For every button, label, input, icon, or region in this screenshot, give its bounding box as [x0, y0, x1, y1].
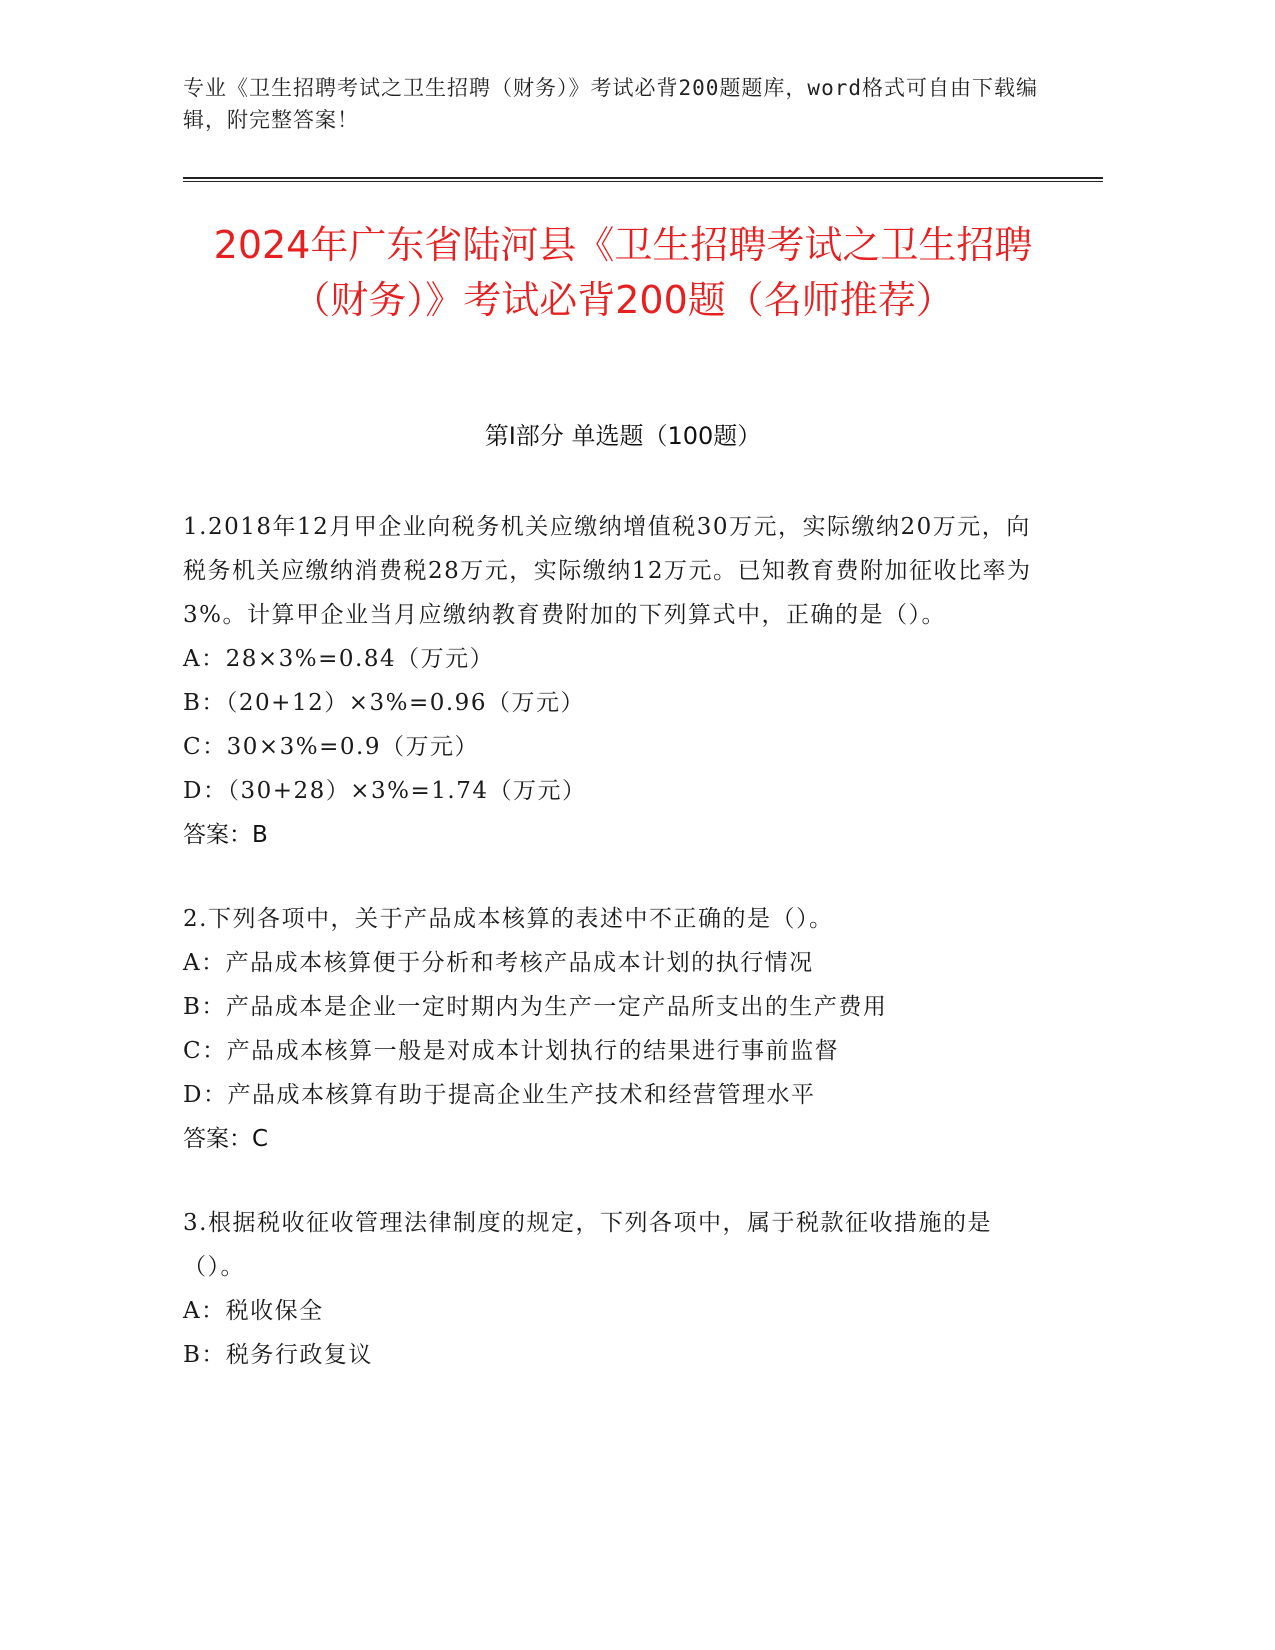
- question-stem: 3.根据税收征收管理法律制度的规定，下列各项中，属于税款征收措施的是（）。: [183, 1210, 992, 1280]
- answer: 答案：B: [183, 822, 268, 848]
- header-note: 专业《卫生招聘考试之卫生招聘（财务）》考试必背200题题库，word格式可自由下载编辑，附完整答案！: [183, 76, 1038, 132]
- option-b: B：税务行政复议: [183, 1342, 373, 1368]
- document-title: 2024年广东省陆河县《卫生招聘考试之卫生招聘（财务）》考试必背200题（名师推荐）: [213, 223, 1033, 322]
- section-title: 第I部分 单选题（100题）: [484, 422, 762, 450]
- header-divider-thin: [183, 181, 1103, 182]
- question-2: [183, 897, 1043, 1161]
- option-d: D：（30+28）×3%=1.74（万元）: [183, 778, 587, 804]
- option-c: C：30×3%=0.9（万元）: [183, 734, 479, 760]
- question-3: [183, 1201, 1043, 1377]
- option-b: B：（20+12）×3%=0.96（万元）: [183, 690, 585, 716]
- option-a: A：28×3%=0.84（万元）: [183, 646, 495, 672]
- question-1: [183, 505, 1043, 857]
- header-divider: [183, 177, 1103, 179]
- answer: 答案：C: [183, 1126, 269, 1152]
- question-list: [183, 505, 1043, 1417]
- option-c: C：产品成本核算一般是对成本计划执行的结果进行事前监督: [183, 1038, 840, 1064]
- question-stem: 1.2018年12月甲企业向税务机关应缴纳增值税30万元，实际缴纳20万元，向税务机关应缴纳消费税28万元，实际缴纳12万元。已知教育费附加征收比率为3%。计算甲企业当月应缴纳教育费附加的下列算式中，正确的是（）。: [183, 514, 1032, 628]
- option-a: A：税收保全: [183, 1298, 324, 1324]
- option-d: D：产品成本核算有助于提高企业生产技术和经营管理水平: [183, 1082, 816, 1108]
- option-a: A：产品成本核算便于分析和考核产品成本计划的执行情况: [183, 950, 814, 976]
- option-b: B：产品成本是企业一定时期内为生产一定产品所支出的生产费用: [183, 994, 888, 1020]
- question-stem: 2.下列各项中，关于产品成本核算的表述中不正确的是（）。: [183, 906, 834, 932]
